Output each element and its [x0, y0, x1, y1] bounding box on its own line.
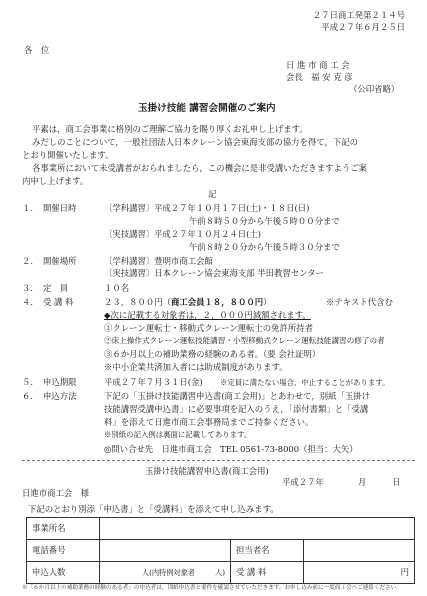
- body-line: 平素は，商工会事業に格別のご理解ご協力を賜り厚くお礼申し上げます。: [32, 124, 308, 134]
- method-note: ※別紙の記入例は裏面に記載してあります。: [104, 430, 252, 439]
- item-number: １．: [22, 203, 39, 213]
- document-number: ２７日商工発第２１４号: [312, 10, 405, 20]
- item-label-fee: 受 講 料: [43, 297, 74, 307]
- count-label: 申込人数: [27, 562, 100, 584]
- form-addressee: 日進市商工会 様: [22, 488, 89, 498]
- subsidy-note: ※中小企業共済加入者には助成制度があります。: [104, 362, 288, 372]
- body-line: みだしのことについて，一般社団法人日本クレーン協会東海支部の協力を得て，下記の: [32, 137, 358, 147]
- contact-label: 担当者名: [231, 540, 304, 562]
- form-footnote: ※「６か月以上の補助業務の経験のある者」の申込者は，別紙申込書と要件を確認させていただきます。お申し込み前に一度商工会へご連絡ください。: [22, 585, 402, 591]
- fee-note: ※テキスト代含む: [326, 297, 393, 307]
- method-line: 技能講習受講申込書」に必要事項を記入のうえ，「添付書類」と「受講: [104, 404, 369, 414]
- company-field[interactable]: [100, 518, 415, 540]
- count-field[interactable]: [100, 562, 231, 584]
- document-title: 玉掛け技能 講習会開催のご案内: [138, 103, 276, 114]
- application-form-table: [26, 517, 415, 584]
- count-unit2: 人): [215, 568, 225, 577]
- sender-org: 日 進 市 商 工 会: [286, 60, 350, 70]
- deadline-note: ※定員に満たない場合、中止することがあります。: [220, 378, 390, 387]
- deadline-value: 平成２７年７月３１日(金): [104, 377, 203, 387]
- place-gakka: 〔学科講習〕豊明市商工会館: [104, 256, 213, 266]
- form-title: 玉掛け技能講習申込書(商工会用): [145, 466, 269, 476]
- discount-condition: ③６か月以上の補助業務の経験のある者。（要 会社証明）: [104, 349, 321, 359]
- contact-field[interactable]: [304, 540, 415, 562]
- issue-date: 平成２７年６月２５日: [321, 22, 405, 32]
- addressee: 各 位: [24, 45, 50, 55]
- item-number: ４．: [22, 297, 39, 307]
- form-date-month: 月: [357, 477, 367, 487]
- item-number: ５．: [22, 377, 39, 387]
- discount-condition: ②床上操作式クレーン運転技能講習・小型移動式クレーン運転技能講習の修了の者: [104, 336, 385, 345]
- fee-field[interactable]: [304, 562, 415, 584]
- yen-unit: 円: [400, 567, 409, 578]
- item-label-date: 開催日時: [43, 203, 77, 213]
- item-number: ３．: [22, 283, 39, 293]
- jitsugi-label: 〔実技講習〕: [104, 229, 155, 239]
- form-date-prefix: 平成２７年: [282, 477, 324, 487]
- item-number: ６．: [22, 391, 39, 401]
- seal-note: （公印省略）: [349, 84, 400, 94]
- ki-marker: 記: [208, 189, 217, 199]
- discount-note: ◆次に記載する対象者は，２，０００円減額されます。: [104, 310, 311, 320]
- contact-info: ◎問い合せ先 日進市商工会 TEL 0561-73-8000（担当：大矢）: [104, 444, 358, 454]
- body-line: とおり開催いたします。: [22, 150, 114, 160]
- discount-condition: ①クレーン運転士・移動式クレーン運転士の免許所持者: [104, 323, 314, 333]
- method-line: 下記の「玉掛け技能講習申込書(商工会用)」とあわせて，別紙「玉掛け: [104, 391, 370, 401]
- place-jitsugi: 〔実技講習〕日本クレーン協会東海支部 半田教習センター: [104, 268, 324, 278]
- item-label-place: 開催場所: [43, 256, 77, 266]
- jitsugi-date: 平成２７年１０月２４日(土): [154, 229, 262, 239]
- body-line: 内申し上げます。: [22, 176, 89, 186]
- form-date-day: 日: [392, 477, 401, 487]
- item-label-deadline: 申込期限: [43, 377, 77, 387]
- gakka-date: 平成２７年１０月１７日(土)・１８日(日): [154, 203, 310, 213]
- method-line: 料」を添えて日進市商工会事務局までご持参ください。: [104, 417, 314, 427]
- phone-label: 電話番号: [27, 540, 100, 562]
- form-instruction: 下記のとおり別添「申込書」と「受講料」を添えて申し込みます。: [28, 504, 279, 514]
- fee-suffix: ）: [263, 297, 272, 307]
- fee-value: [104, 297, 272, 308]
- capacity-value: １０名: [104, 283, 130, 293]
- company-label: 事業所名: [27, 518, 100, 540]
- cut-line: [22, 460, 415, 461]
- gakka-time: 午前８時５０分から午後５時００分まで: [189, 216, 340, 226]
- fee-field-label: 受 講 料: [231, 562, 304, 584]
- sender-president: 会長 福 安 克 彦: [286, 72, 353, 82]
- body-line: 各事業所において未受講者がおられましたら，この機会に是非受講いただきますようご案: [32, 163, 367, 173]
- fee-member: 商工会員１８，８００円: [171, 297, 264, 307]
- item-number: ２．: [22, 256, 39, 266]
- item-label-method: 申込方法: [43, 391, 77, 401]
- count-unit: 人(内特例対象者: [141, 568, 195, 577]
- fee-prefix: ２３，８００円（: [104, 297, 171, 307]
- gakka-label: 〔学科講習〕: [104, 203, 155, 213]
- item-label-capacity: 定 員: [43, 283, 69, 293]
- phone-field[interactable]: [100, 540, 231, 562]
- form-date: [282, 477, 401, 488]
- jitsugi-time: 午前８時２０分から午後５時３０分まで: [189, 242, 340, 252]
